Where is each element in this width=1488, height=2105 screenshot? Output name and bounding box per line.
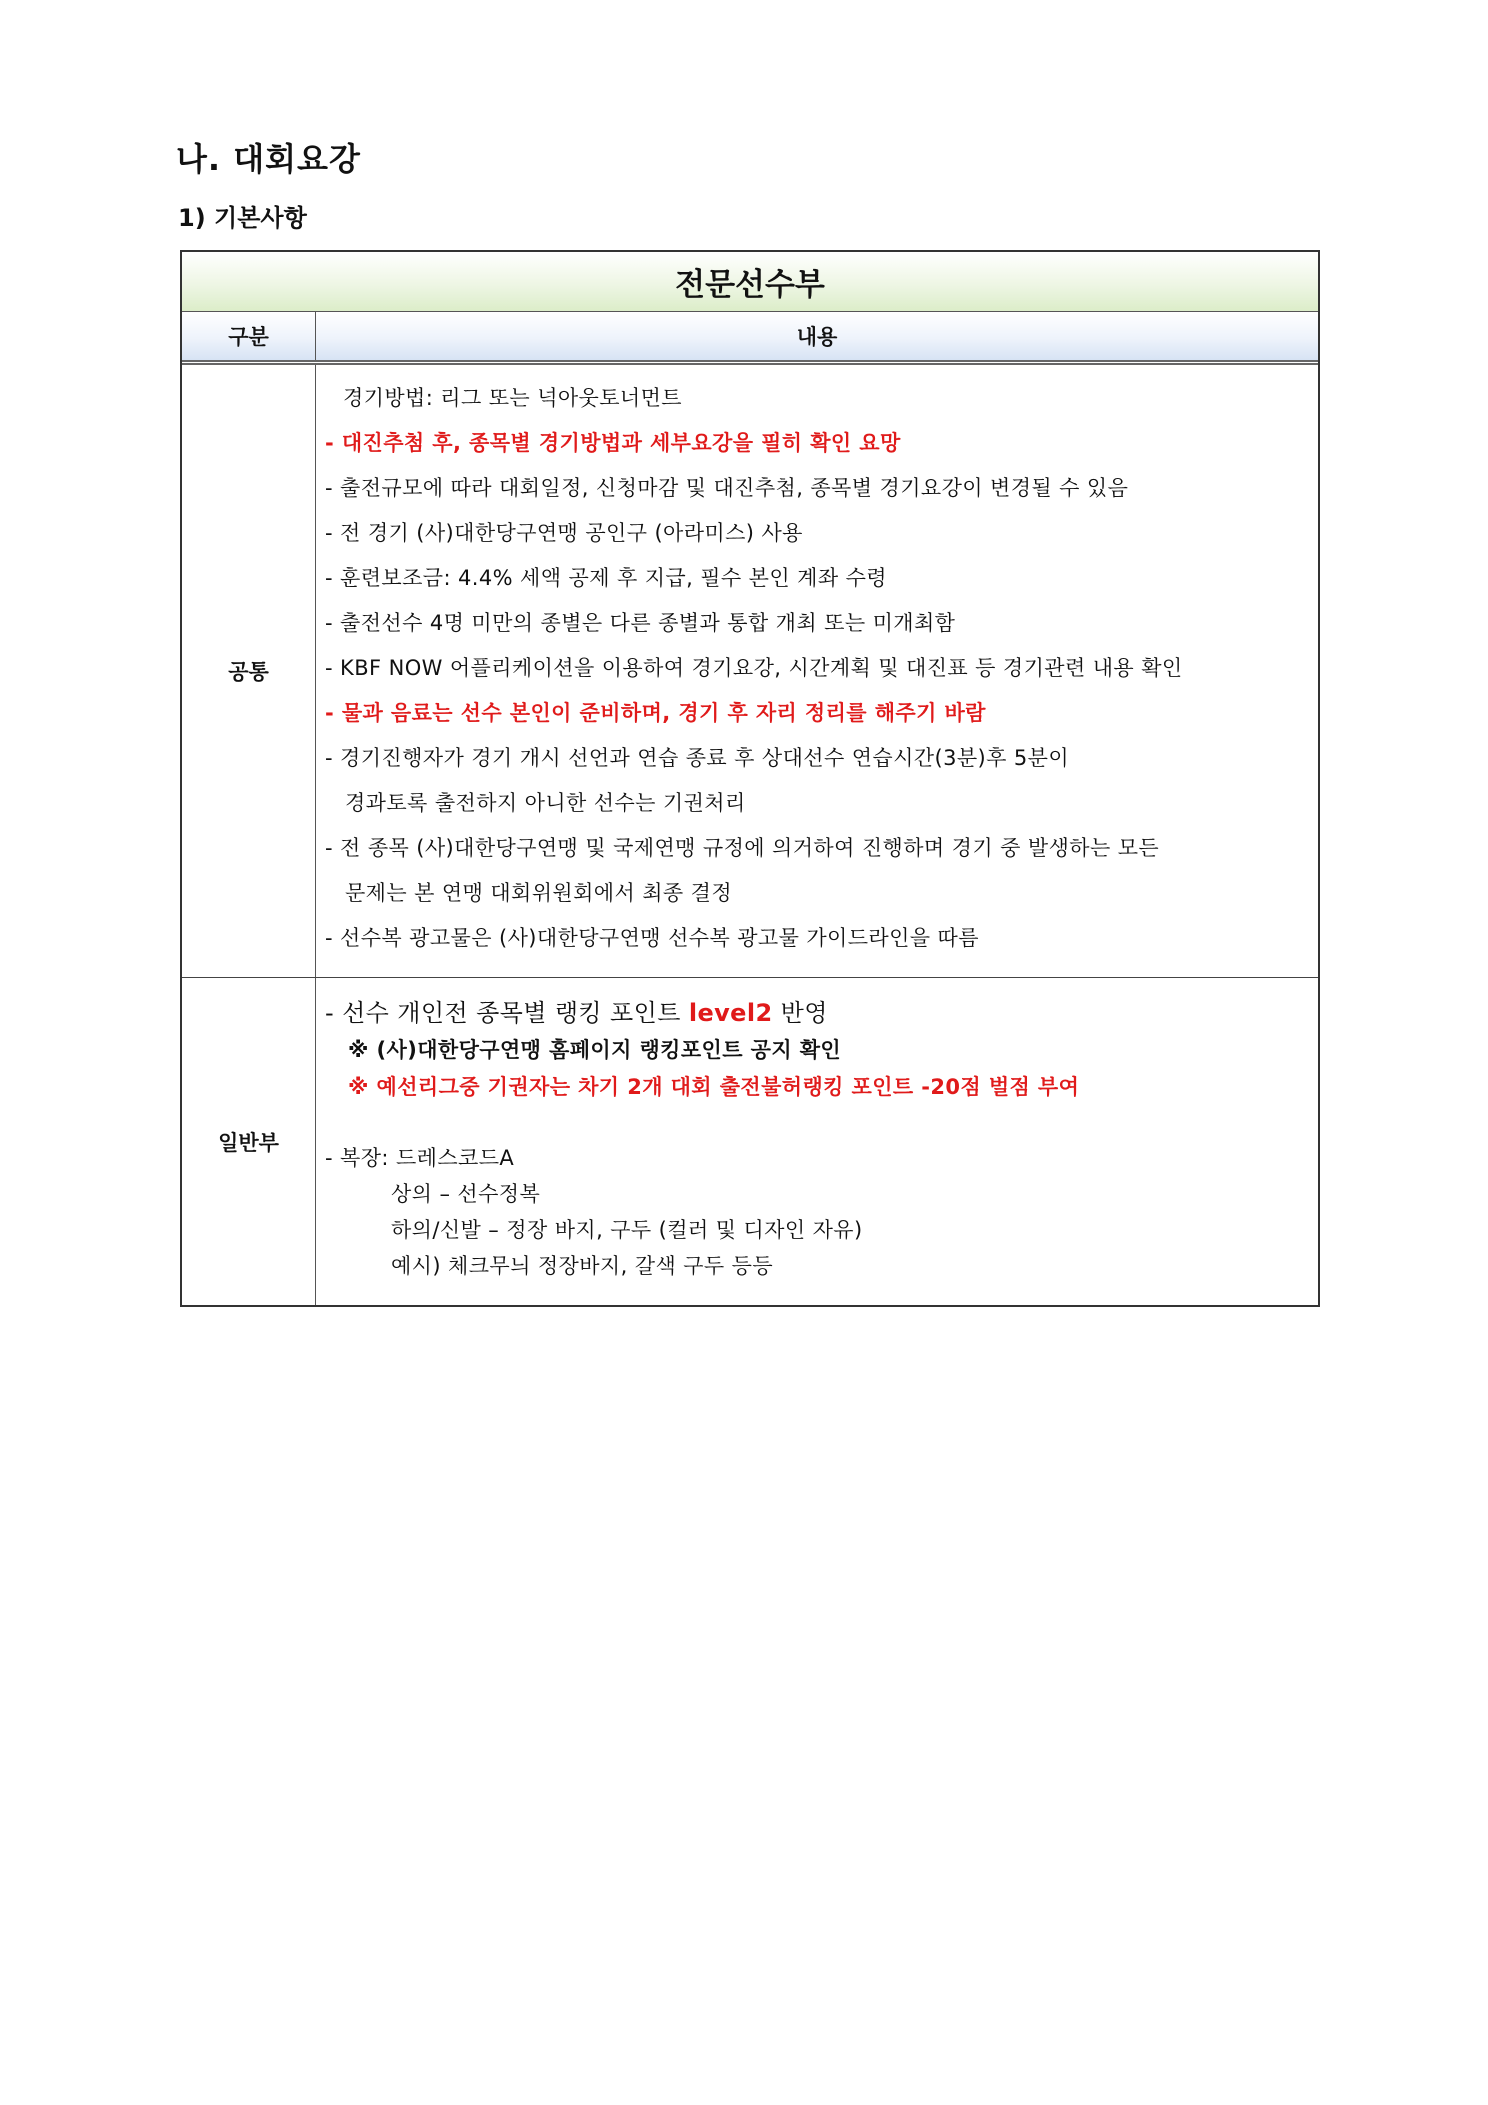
rule-official-ball: - 전 경기 (사)대한당구연맹 공인구 (아라미스) 사용	[325, 521, 803, 545]
content-common	[316, 365, 1318, 977]
subsection-heading: 1) 기본사항	[178, 204, 307, 232]
dress-code-line: - 복장: 드레스코드A	[325, 1146, 515, 1170]
dress-item-bottom: 하의/신발 – 정장 바지, 구두 (컬러 및 디자인 자유)	[391, 1218, 863, 1242]
rule-regulations-part2: 문제는 본 연맹 대회위원회에서 최종 결정	[345, 881, 733, 905]
content-general	[316, 978, 1318, 1305]
rule-forfeit-part1: - 경기진행자가 경기 개시 선언과 연습 종료 후 상대선수 연습시간(3분)후 5분이	[325, 746, 1070, 770]
ranking-text-before: - 선수 개인전 종목별 랭킹 포인트	[325, 999, 689, 1027]
rule-minimum-players: - 출전선수 4명 미만의 종별은 다른 종별과 통합 개최 또는 미개최함	[325, 611, 956, 635]
rule-kbf-now-app: - KBF NOW 어플리케이션을 이용하여 경기요강, 시간계획 및 대진표 등 경기관련 내용 확인	[325, 656, 1183, 680]
forfeit-penalty-notice: ※ 예선리그중 기권자는 차기 2개 대회 출전불허랭킹 포인트 -20점 벌점 부여	[348, 1075, 1080, 1099]
dress-item-example: 예시) 체크무늬 정장바지, 갈색 구두 등등	[391, 1254, 774, 1278]
table-row-common	[182, 365, 1318, 978]
header-category: 구분	[182, 312, 316, 360]
table-header-row	[182, 312, 1318, 365]
rule-regulations-part1: - 전 종목 (사)대한당구연맹 및 국제연맹 규정에 의거하여 진행하며 경기 중 발생하는 모든	[325, 836, 1160, 860]
category-common: 공통	[182, 365, 316, 977]
ranking-point-line	[325, 994, 1318, 1032]
rule-training-subsidy: - 훈련보조금: 4.4% 세액 공제 후 지급, 필수 본인 계좌 수령	[325, 566, 887, 590]
category-general: 일반부	[182, 978, 316, 1305]
header-content: 내용	[796, 325, 838, 349]
ranking-notice: ※ (사)대한당구연맹 홈페이지 랭킹포인트 공지 확인	[348, 1038, 842, 1062]
table-banner: 전문선수부	[182, 252, 1318, 312]
rule-draw-notice: - 대진추첨 후, 종목별 경기방법과 세부요강을 필히 확인 요망	[325, 431, 901, 455]
rule-schedule-change: - 출전규모에 따라 대회일정, 신청마감 및 대진추첨, 종목별 경기요강이 변경될 수 있음	[325, 476, 1129, 500]
table-row-general	[182, 978, 1318, 1305]
rule-match-format: 경기방법: 리그 또는 넉아웃토너먼트	[343, 386, 682, 410]
dress-item-top: 상의 – 선수정복	[391, 1182, 541, 1206]
ranking-text-after: 반영	[772, 999, 828, 1027]
rule-uniform-ads: - 선수복 광고물은 (사)대한당구연맹 선수복 광고물 가이드라인을 따름	[325, 926, 979, 950]
spacer	[325, 1106, 1318, 1140]
rule-water-cleanup: - 물과 음료는 선수 본인이 준비하며, 경기 후 자리 정리를 해주기 바람	[325, 701, 986, 725]
section-heading: 나. 대회요강	[176, 140, 361, 178]
rule-forfeit-part2: 경과토록 출전하지 아니한 선수는 기권처리	[345, 791, 746, 815]
rules-table	[180, 250, 1320, 1307]
ranking-level-highlight: level2	[688, 999, 773, 1027]
